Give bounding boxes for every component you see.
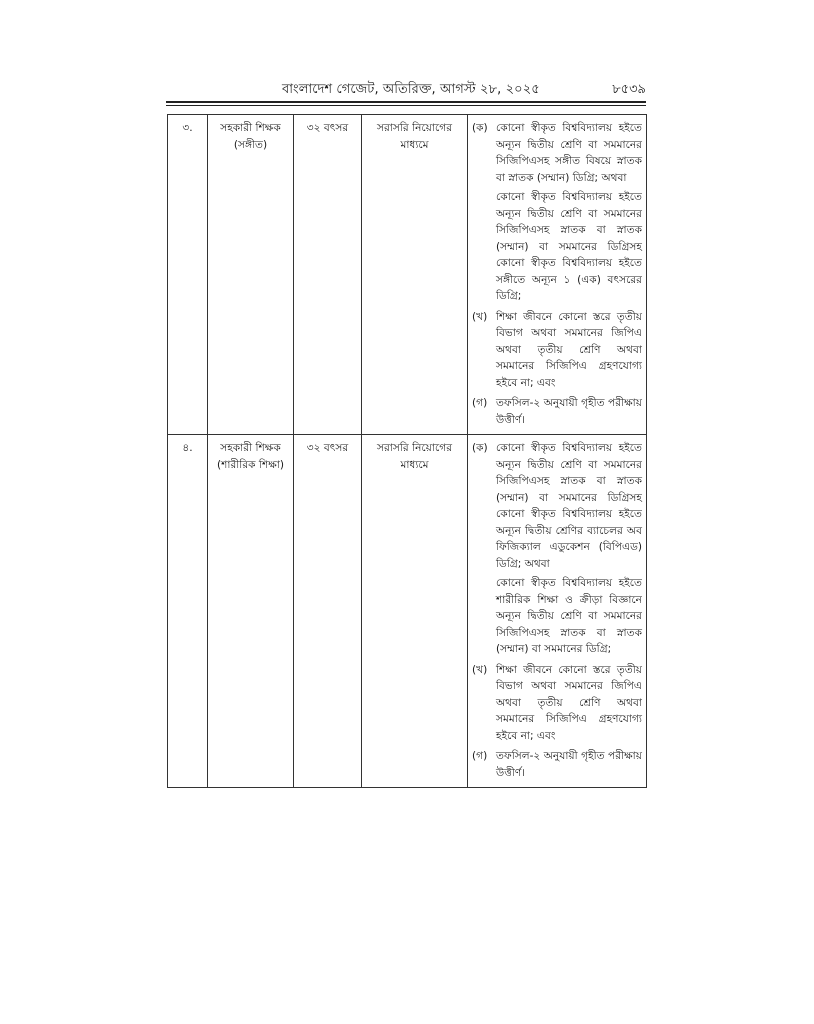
gazette-header-title: বাংলাদেশ গেজেট, অতিরিক্ত, আগস্ট ২৮, ২০২৫ bbox=[282, 82, 540, 97]
clause-marker: (ক) bbox=[472, 122, 488, 134]
clause-marker: (খ) bbox=[472, 663, 488, 676]
clause-paragraph: তফসিল-২ অনুযায়ী গৃহীত পরীক্ষায় উত্তীর্ণ। bbox=[496, 750, 642, 779]
clause-ga bbox=[472, 395, 642, 428]
recruitment-method-cell: সরাসরি নিয়োগের মাধ্যমে bbox=[362, 435, 468, 788]
table-row bbox=[168, 435, 647, 788]
clause-kha bbox=[472, 662, 642, 745]
serial-cell: ৪. bbox=[168, 435, 208, 788]
clause-paragraph: শিক্ষা জীবনে কোনো স্তরে তৃতীয় বিভাগ অথবা সমমানের জিপিএ অথবা তৃতীয় শ্রেণি অথবা সমমানের সিজিপিএ গ্রহণযোগ্য হইবে না; এবং bbox=[496, 663, 642, 742]
age-limit-cell: ৩২ বৎসর bbox=[294, 115, 362, 435]
post-subject: (শারীরিক শিক্ষা) bbox=[216, 458, 285, 471]
clause-paragraph: কোনো স্বীকৃত বিশ্ববিদ্যালয় হইতে অন্যূন দ্বিতীয় শ্রেণি বা সমমানের সিজিপিএসহ স্নাতক বা স্নাতক (সম্মান) বা সমমানের ডিগ্রিসহ কোনো স্বীকৃত বিশ্ববিদ্যালয় হইতে অন্যূন দ্বিতীয় শ্রেণির ব্যাচেলর অব ফিজিক্যাল এডুকেশন (বিপিএড) ডিগ্রি; অথবা bbox=[496, 442, 642, 570]
clause-paragraph: কোনো স্বীকৃত বিশ্ববিদ্যালয় হইতে অন্যূন দ্বিতীয় শ্রেণি বা সমমানের সিজিপিএসহ সঙ্গীত বিষয়ে স্নাতক বা স্নাতক (সম্মান) ডিগ্রি; অথবা bbox=[496, 122, 642, 184]
serial-cell: ৩. bbox=[168, 115, 208, 435]
clause-marker: (ক) bbox=[472, 442, 488, 454]
clause-paragraph: কোনো স্বীকৃত বিশ্ববিদ্যালয় হইতে অন্যূন দ্বিতীয় শ্রেণি বা সমমানের সিজিপিএসহ স্নাতক বা স্নাতক (সম্মান) বা সমমানের ডিগ্রিসহ কোনো স্বীকৃত বিশ্ববিদ্যালয় হইতে সঙ্গীতে অন্যূন ১ (এক) বৎসরের ডিগ্রি; bbox=[496, 191, 642, 302]
clause-paragraph: তফসিল-২ অনুযায়ী গৃহীত পরীক্ষায় উত্তীর্ণ। bbox=[496, 397, 642, 426]
header-rule-thick bbox=[166, 101, 646, 103]
table-row bbox=[168, 115, 647, 435]
clause-ka bbox=[472, 120, 642, 305]
clause-marker: (খ) bbox=[472, 310, 488, 323]
post-name-cell bbox=[208, 435, 294, 788]
header-rule-thin bbox=[166, 105, 646, 106]
age-limit-cell: ৩২ বৎসর bbox=[294, 435, 362, 788]
post-subject: (সঙ্গীত) bbox=[233, 138, 268, 151]
post-title: সহকারী শিক্ষক bbox=[220, 122, 281, 134]
post-name-cell bbox=[208, 115, 294, 435]
clause-marker: (গ) bbox=[472, 397, 488, 409]
qualification-cell bbox=[468, 435, 647, 788]
page-number: ৮৫৩৯ bbox=[612, 82, 646, 97]
post-title: সহকারী শিক্ষক bbox=[220, 442, 281, 454]
clause-ka bbox=[472, 440, 642, 658]
clause-ga bbox=[472, 748, 642, 781]
qualification-cell bbox=[468, 115, 647, 435]
clause-marker: (গ) bbox=[472, 750, 488, 762]
recruitment-method-cell: সরাসরি নিয়োগের মাধ্যমে bbox=[362, 115, 468, 435]
recruitment-rules-table bbox=[167, 114, 647, 788]
clause-paragraph: কোনো স্বীকৃত বিশ্ববিদ্যালয় হইতে শারীরিক শিক্ষা ও ক্রীড়া বিজ্ঞানে অন্যূন দ্বিতীয় শ্রেণি বা সমমানের সিজিপিএসহ স্নাতক বা স্নাতক (সম্মান) বা সমমানের ডিগ্রি; bbox=[496, 577, 642, 655]
clause-paragraph: শিক্ষা জীবনে কোনো স্তরে তৃতীয় বিভাগ অথবা সমমানের জিপিএ অথবা তৃতীয় শ্রেণি অথবা সমমানের সিজিপিএ গ্রহণযোগ্য হইবে না; এবং bbox=[496, 310, 642, 389]
clause-kha bbox=[472, 309, 642, 392]
page-header bbox=[166, 78, 646, 100]
